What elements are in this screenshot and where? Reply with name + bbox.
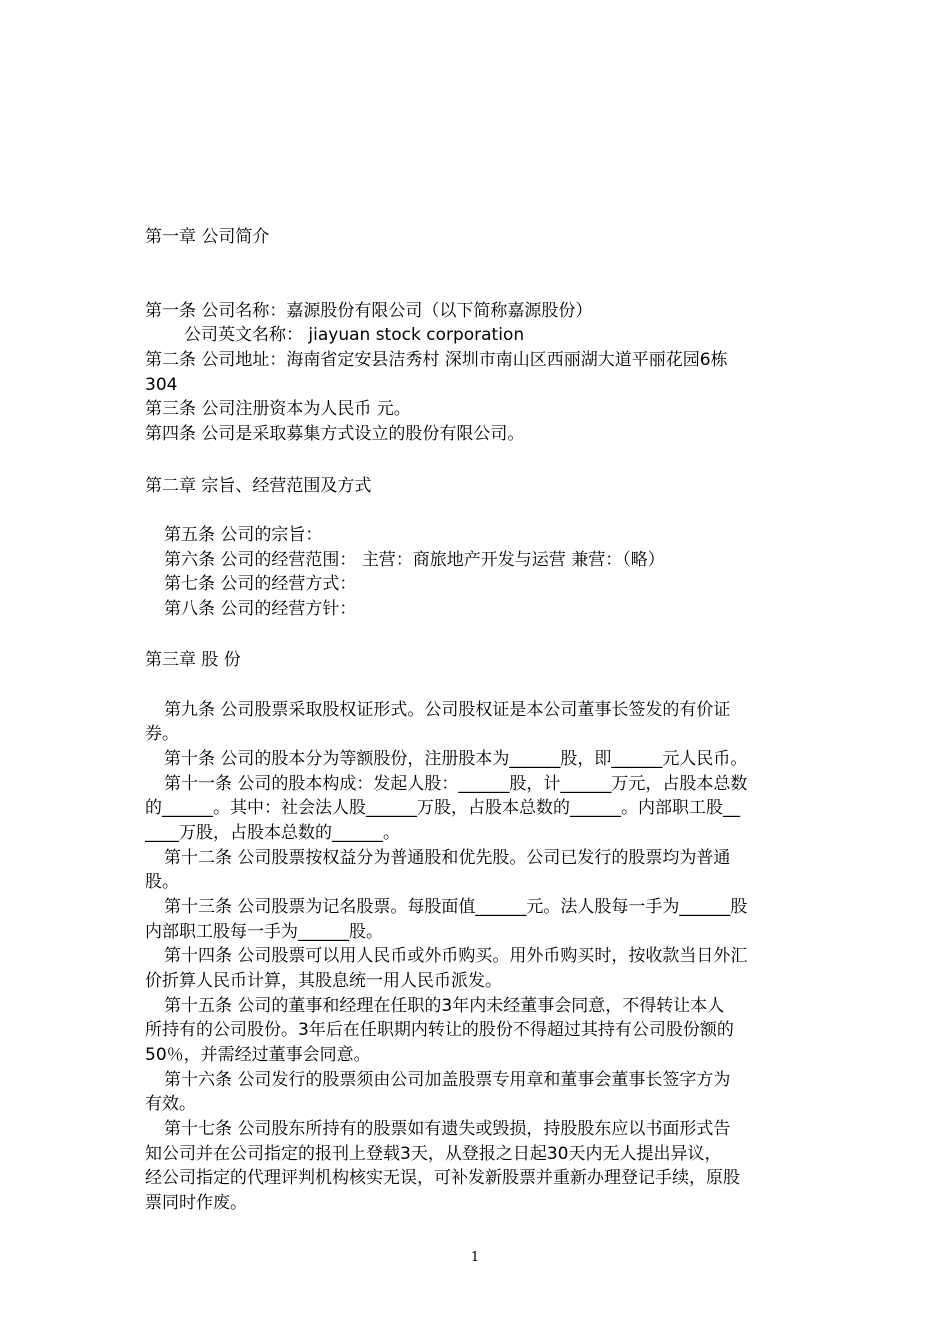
chapter-heading: 第一章 公司简介 <box>145 227 270 247</box>
article-line: 所持有的公司股份。3年后在任职期内转让的股份不得超过其持有公司股份额的 <box>145 1020 734 1040</box>
article-line: 经公司指定的代理评判机构核实无误，可补发新股票并重新办理登记手续，原股 <box>145 1168 740 1188</box>
article-line: 第十六条 公司发行的股票须由公司加盖股票专用章和董事会董事长签字方为 <box>164 1070 731 1090</box>
article-line: 第十三条 公司股票为记名股票。每股面值______元。法人股每一手为______股 <box>164 897 748 917</box>
article-line: 第六条 公司的经营范围： 主营：商旅地产开发与运营 兼营：（略） <box>164 550 665 570</box>
article-line: 第十四条 公司股票可以用人民币或外币购买。用外币购买时，按收款当日外汇 <box>164 946 748 966</box>
article-line: 第三条 公司注册资本为人民币 元。 <box>145 399 411 419</box>
article-line: 第九条 公司股票采取股权证形式。公司股权证是本公司董事长签发的有价证 <box>164 700 731 720</box>
article-line: 第八条 公司的经营方针： <box>164 599 357 619</box>
chapter-heading: 第三章 股 份 <box>145 650 241 670</box>
article-line: 304 <box>145 375 178 395</box>
article-line: 第十一条 公司的股本构成：发起人股：______股，计______万元，占股本总数 <box>164 774 748 794</box>
article-line: 有效。 <box>145 1094 196 1114</box>
page-number: 1 <box>470 1250 480 1265</box>
article-line: 50％，并需经过董事会同意。 <box>145 1045 371 1065</box>
article-line: 内部职工股每一手为______股。 <box>145 922 383 942</box>
article-line: 股。 <box>145 872 179 892</box>
article-line: 第十条 公司的股本分为等额股份，注册股本为______股，即______元人民币。 <box>164 749 748 769</box>
article-line: ____万股，占股本总数的______。 <box>145 823 400 843</box>
article-line: 第七条 公司的经营方式： <box>164 574 357 594</box>
article-line: 票同时作废。 <box>145 1193 247 1213</box>
article-line: 第五条 公司的宗旨： <box>164 525 323 545</box>
article-line: 公司英文名称： jiayuan stock corporation <box>184 325 525 345</box>
article-line: 第二条 公司地址：海南省定安县洁秀村 深圳市南山区西丽湖大道平丽花园6栋 <box>145 350 728 370</box>
article-line: 第四条 公司是采取募集方式设立的股份有限公司。 <box>145 424 525 444</box>
article-line: 的______。其中：社会法人股______万股，占股本总数的______。内部职工股__ <box>145 798 740 818</box>
article-line: 第十七条 公司股东所持有的股票如有遗失或毁损，持股股东应以书面形式告 <box>164 1119 731 1139</box>
article-line: 第十二条 公司股票按权益分为普通股和优先股。公司已发行的股票均为普通 <box>164 848 731 868</box>
article-line: 第十五条 公司的董事和经理在任职的3年内未经董事会同意，不得转让本人 <box>164 996 725 1016</box>
article-line: 第一条 公司名称：嘉源股份有限公司（以下简称嘉源股份） <box>145 301 593 321</box>
article-line: 券。 <box>145 724 179 744</box>
article-line: 价折算人民币计算，其股息统一用人民币派发。 <box>145 971 502 991</box>
chapter-heading: 第二章 宗旨、经营范围及方式 <box>145 476 372 496</box>
article-line: 知公司并在公司指定的报刊上登载3天，从登报之日起30天内无人提出异议， <box>145 1144 722 1164</box>
